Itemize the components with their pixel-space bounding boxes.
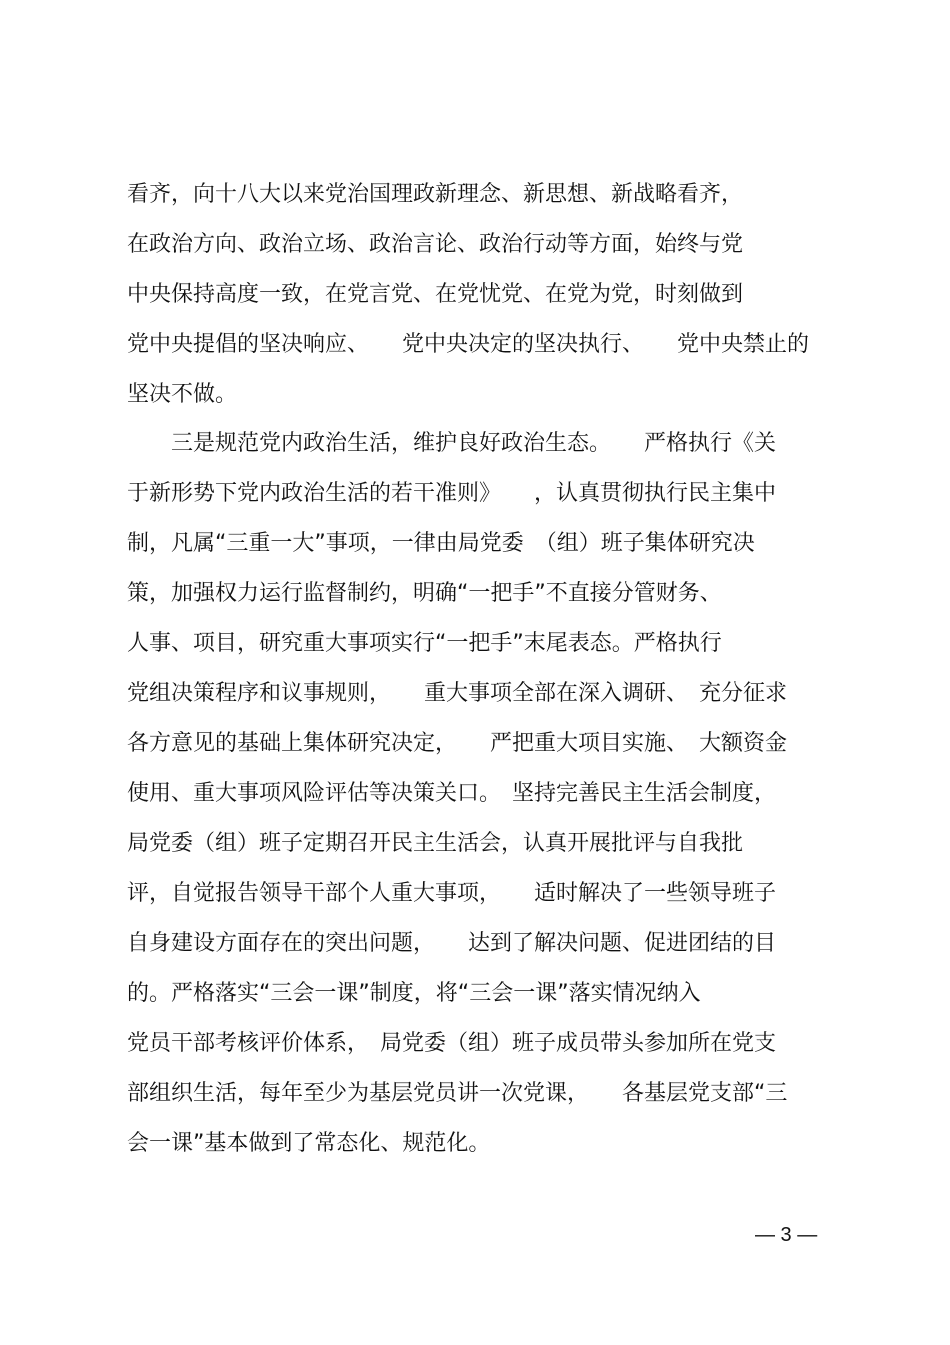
text-line: 的。严格落实“三会一课”制度，将“三会一课”落实情况纳入 <box>127 981 701 1006</box>
text-line: 坚决不做。 <box>127 382 238 407</box>
text-line: 于新形势下党内政治生活的若干准则》 ，认真贯彻执行民主集中 <box>127 481 777 506</box>
text-line: 策，加强权力运行监督制约，明确“一把手”不直接分管财务、 <box>127 581 722 606</box>
text-line: 人事、项目，研究重大事项实行“一把手”末尾表态。严格执行 <box>127 631 722 656</box>
text-line: 各方意见的基础上集体研究决定， 严把重大项目实施、 大额资金 <box>127 731 788 756</box>
text-line: 党组决策程序和议事规则， 重大事项全部在深入调研、 充分征求 <box>127 681 788 706</box>
text-line: 看齐，向十八大以来党治国理政新理念、新思想、新战略看齐， <box>127 182 744 207</box>
text-line: 在政治方向、政治立场、政治言论、政治行动等方面，始终与党 <box>127 232 744 257</box>
text-line: 使用、重大事项风险评估等决策关口。 坚持完善民主生活会制度， <box>127 781 777 806</box>
text-line: 局党委（组）班子定期召开民主生活会，认真开展批评与自我批 <box>127 831 744 856</box>
page-number: — 3 — <box>755 1224 818 1246</box>
text-line: 三是规范党内政治生活，维护良好政治生态。 严格执行《关 <box>127 431 777 456</box>
text-line: 制，凡属“三重一大”事项，一律由局党委 （组）班子集体研究决 <box>127 531 755 556</box>
text-line: 党员干部考核评价体系， 局党委（组）班子成员带头参加所在党支 <box>127 1031 777 1056</box>
text-line: 自身建设方面存在的突出问题， 达到了解决问题、促进团结的目 <box>127 931 777 956</box>
text-line: 评，自觉报告领导干部个人重大事项， 适时解决了一些领导班子 <box>127 881 777 906</box>
text-line: 中央保持高度一致，在党言党、在党忧党、在党为党，时刻做到 <box>127 282 744 307</box>
text-line: 部组织生活，每年至少为基层党员讲一次党课， 各基层党支部“三 <box>127 1081 788 1106</box>
text-line: 党中央提倡的坚决响应、 党中央决定的坚决执行、 党中央禁止的 <box>127 332 810 357</box>
text-line: 会一课”基本做到了常态化、规范化。 <box>127 1131 491 1156</box>
